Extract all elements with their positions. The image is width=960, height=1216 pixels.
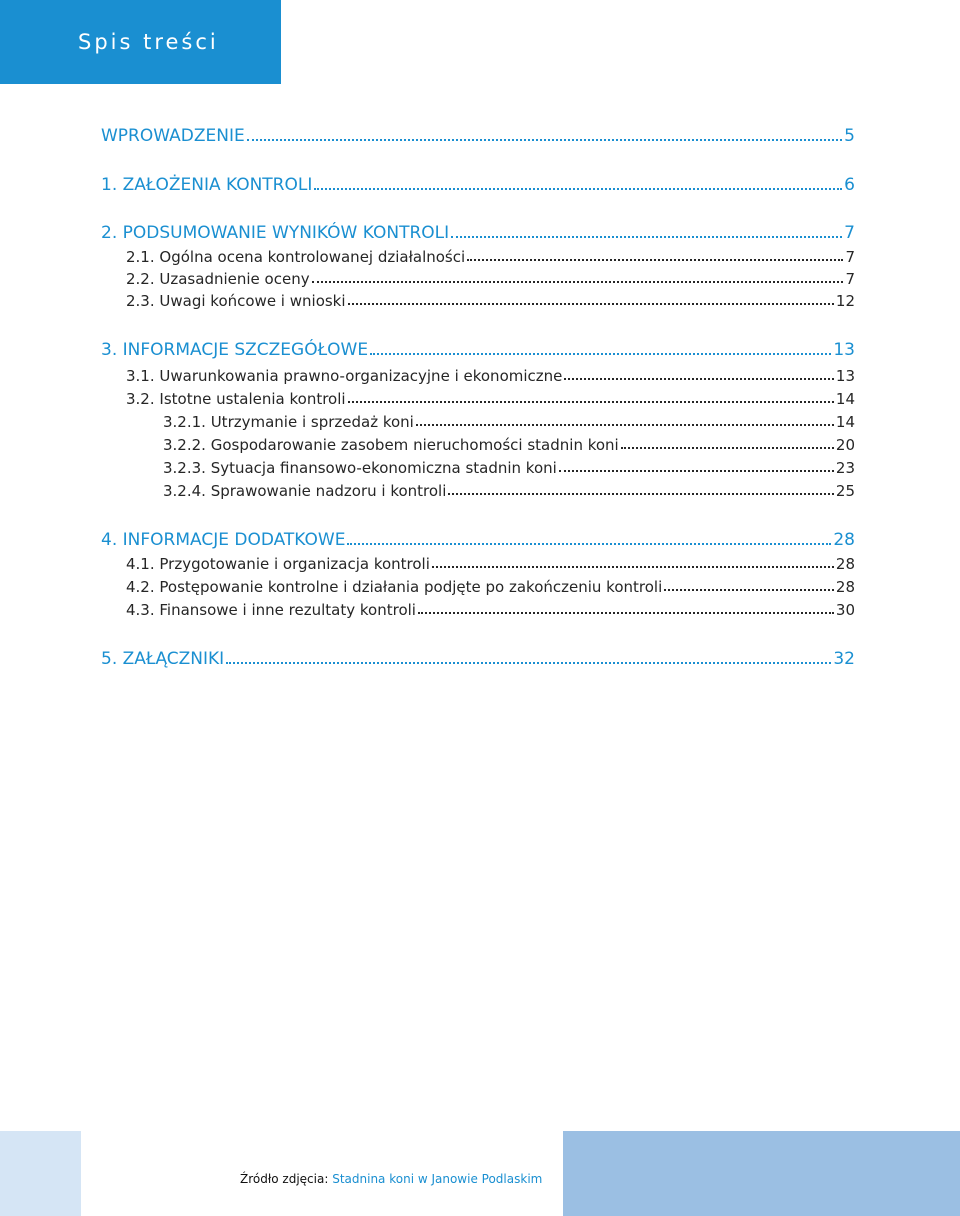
toc-entry[interactable] <box>163 413 855 431</box>
toc-entry-label: 5. ZAŁĄCZNIKI <box>101 649 225 669</box>
toc-entry-page: 32 <box>833 649 855 669</box>
toc-entry[interactable] <box>163 482 855 500</box>
toc-entry[interactable] <box>101 340 855 360</box>
dot-leader <box>314 188 842 190</box>
toc-entry-label: 3.2.4. Sprawowanie nadzoru i kontroli <box>163 482 447 500</box>
toc-entry-label: 3.2. Istotne ustalenia kontroli <box>126 390 346 408</box>
toc-entry[interactable] <box>126 601 855 619</box>
toc-entry[interactable] <box>126 390 855 408</box>
toc-entry-page: 12 <box>835 292 855 310</box>
toc-entry-label: 3.2.2. Gospodarowanie zasobem nieruchomości stadnin koni <box>163 436 619 454</box>
toc-entry-label: 2.3. Uwagi końcowe i wnioski <box>126 292 346 310</box>
toc-entry[interactable] <box>126 292 855 310</box>
toc-entry-label: 2. PODSUMOWANIE WYNIKÓW KONTROLI <box>101 223 450 243</box>
footer-band-right <box>563 1131 960 1216</box>
toc-entry-label: 2.2. Uzasadnienie oceny <box>126 270 310 288</box>
toc-entry[interactable] <box>126 555 855 573</box>
toc-entry-label: 3.1. Uwarunkowania prawno-organizacyjne i ekonomiczne <box>126 367 563 385</box>
toc-entry-label: 2.1. Ogólna ocena kontrolowanej działalności <box>126 248 466 266</box>
toc-entry[interactable] <box>126 270 855 288</box>
toc-entry-page: 23 <box>835 459 855 477</box>
dot-leader <box>467 259 843 261</box>
toc-entry-page: 5 <box>844 126 855 146</box>
toc-entry-page: 14 <box>835 413 855 431</box>
toc-entry-page: 6 <box>844 175 855 195</box>
dot-leader <box>348 401 834 403</box>
dot-leader <box>451 236 842 238</box>
toc-entry[interactable] <box>101 649 855 669</box>
toc-entry[interactable] <box>101 223 855 243</box>
dot-leader <box>418 612 834 614</box>
toc-entry-label: 3.2.1. Utrzymanie i sprzedaż koni <box>163 413 414 431</box>
dot-leader <box>347 543 831 545</box>
toc-entry-label: 4.3. Finansowe i inne rezultaty kontroli <box>126 601 416 619</box>
toc-entry-page: 28 <box>835 555 855 573</box>
toc-entry[interactable] <box>101 126 855 146</box>
toc-entry-page: 30 <box>835 601 855 619</box>
toc-entry-page: 20 <box>835 436 855 454</box>
toc-entry[interactable] <box>163 436 855 454</box>
toc-entry[interactable] <box>163 459 855 477</box>
dot-leader <box>416 424 834 426</box>
dot-leader <box>559 470 834 472</box>
toc-entry-page: 28 <box>835 578 855 596</box>
dot-leader <box>448 493 834 495</box>
photo-credit-prefix: Źródło zdjęcia: <box>240 1172 329 1186</box>
dot-leader <box>348 303 834 305</box>
toc-entry-page: 14 <box>835 390 855 408</box>
toc-entry[interactable] <box>101 530 855 550</box>
toc-entry-label: 4.2. Postępowanie kontrolne i działania podjęte po zakończeniu kontroli <box>126 578 663 596</box>
dot-leader <box>247 139 842 141</box>
toc-entry-label: WPROWADZENIE <box>101 126 245 146</box>
toc-entry-page: 25 <box>835 482 855 500</box>
dot-leader <box>564 378 834 380</box>
footer-band-left <box>0 1131 81 1216</box>
page-title: Spis treści <box>78 30 219 54</box>
photo-credit-source: Stadnina koni w Janowie Podlaskim <box>332 1172 543 1186</box>
dot-leader <box>664 589 834 591</box>
toc-entry-page: 13 <box>833 340 855 360</box>
toc-entry-page: 7 <box>844 223 855 243</box>
dot-leader <box>312 281 844 283</box>
toc-entry[interactable] <box>126 248 855 266</box>
toc-entry-label: 3.2.3. Sytuacja finansowo-ekonomiczna stadnin koni <box>163 459 557 477</box>
toc-entry-page: 28 <box>833 530 855 550</box>
photo-credit <box>240 1172 542 1186</box>
toc-entry-page: 7 <box>845 248 855 266</box>
toc-entry-page: 13 <box>835 367 855 385</box>
dot-leader <box>226 662 831 664</box>
dot-leader <box>432 566 834 568</box>
toc-entry[interactable] <box>126 367 855 385</box>
dot-leader <box>621 447 834 449</box>
toc-entry[interactable] <box>126 578 855 596</box>
toc-entry-page: 7 <box>845 270 855 288</box>
toc-entry-label: 4.1. Przygotowanie i organizacja kontroli <box>126 555 430 573</box>
toc-entry-label: 1. ZAŁOŻENIA KONTROLI <box>101 175 313 195</box>
toc-entry-label: 4. INFORMACJE DODATKOWE <box>101 530 346 550</box>
dot-leader <box>370 353 831 355</box>
toc-entry[interactable] <box>101 175 855 195</box>
toc-entry-label: 3. INFORMACJE SZCZEGÓŁOWE <box>101 340 369 360</box>
